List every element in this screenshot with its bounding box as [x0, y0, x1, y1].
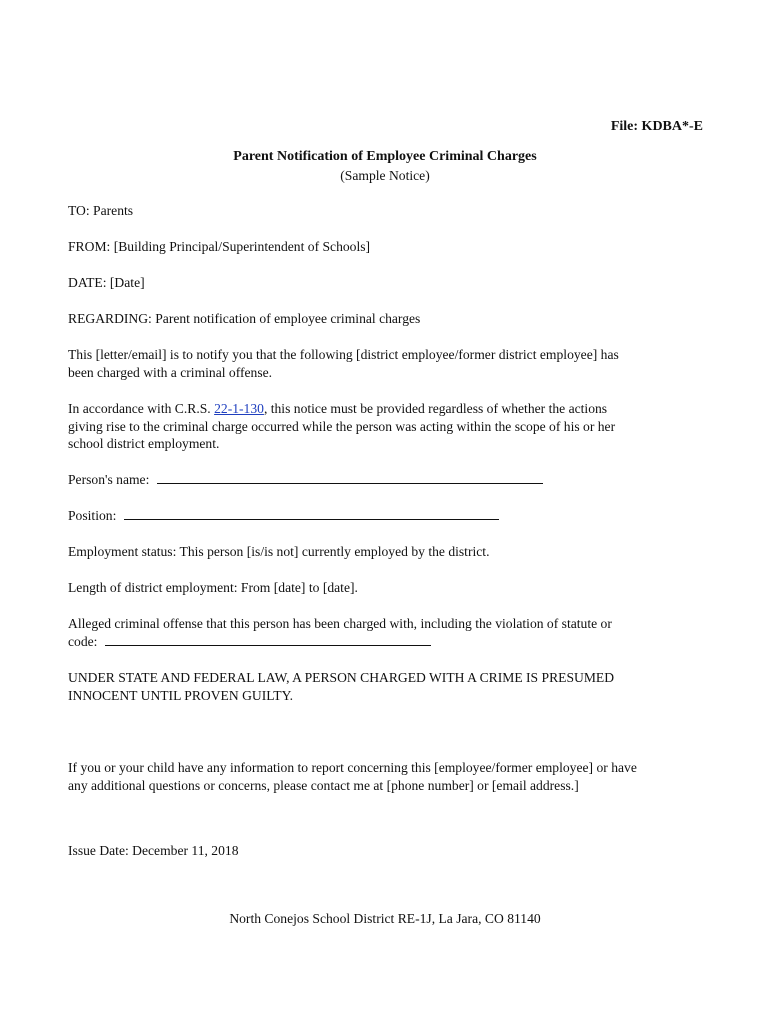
persons-name-label: Person's name:: [68, 472, 150, 487]
contact-line-2: any additional questions or concerns, please contact me at [phone number] or [email address.]: [68, 777, 579, 793]
notify-paragraph: [68, 346, 708, 381]
presumption-line-2: INNOCENT UNTIL PROVEN GUILTY.: [68, 687, 294, 703]
notify-line-2: been charged with a criminal offense.: [68, 364, 273, 380]
presumption-paragraph: [68, 669, 708, 704]
offense-line-2: [68, 633, 708, 651]
persons-name-field: [68, 471, 708, 489]
offense-line-1: Alleged criminal offense that this person has been charged with, including the violation of statute or: [68, 616, 612, 631]
position-blank-line: [124, 507, 499, 520]
issue-date-line: Issue Date: December 11, 2018: [68, 843, 239, 858]
footer-address: North Conejos School District RE-1J, La Jara, CO 81140: [229, 911, 541, 926]
document-title: Parent Notification of Employee Criminal Charges: [233, 149, 537, 164]
position-label: Position:: [68, 508, 117, 523]
accordance-line-2: giving rise to the criminal charge occurred while the person was acting within the scope of his or her: [68, 418, 616, 434]
regarding-line: REGARDING: Parent notification of employee criminal charges: [68, 311, 421, 326]
code-blank-line: [105, 633, 431, 646]
position-field: [68, 507, 708, 525]
code-label: code:: [68, 633, 98, 649]
accordance-prefix: In accordance with C.R.S.: [68, 401, 215, 416]
length-of-employment-line: Length of district employment: From [date] to [date].: [68, 580, 358, 595]
to-line: TO: Parents: [68, 203, 134, 218]
accordance-suffix: , this notice must be provided regardless of whether the actions: [263, 401, 608, 416]
document-subtitle: (Sample Notice): [340, 168, 430, 183]
date-line: DATE: [Date]: [68, 275, 145, 290]
notify-line-1: This [letter/email] is to notify you that the following [district employee/former district employee] has: [68, 347, 619, 362]
presumption-line-1: UNDER STATE AND FEDERAL LAW, A PERSON CHARGED WITH A CRIME IS PRESUMED: [68, 670, 615, 685]
contact-line-1: If you or your child have any information to report concerning this [employee/former employee] or have: [68, 760, 637, 775]
contact-paragraph: [68, 759, 708, 794]
employment-status-line: Employment status: This person [is/is not] currently employed by the district.: [68, 544, 490, 559]
offense-paragraph: [68, 615, 708, 650]
statute-link[interactable]: 22-1-130: [214, 401, 264, 416]
accordance-line-3: school district employment.: [68, 436, 220, 451]
from-line: FROM: [Building Principal/Superintendent of Schools]: [68, 239, 371, 254]
file-reference: File: KDBA*-E: [610, 119, 703, 134]
persons-name-blank-line: [157, 471, 543, 484]
accordance-paragraph: [68, 400, 708, 453]
accordance-line-1: [68, 400, 708, 418]
